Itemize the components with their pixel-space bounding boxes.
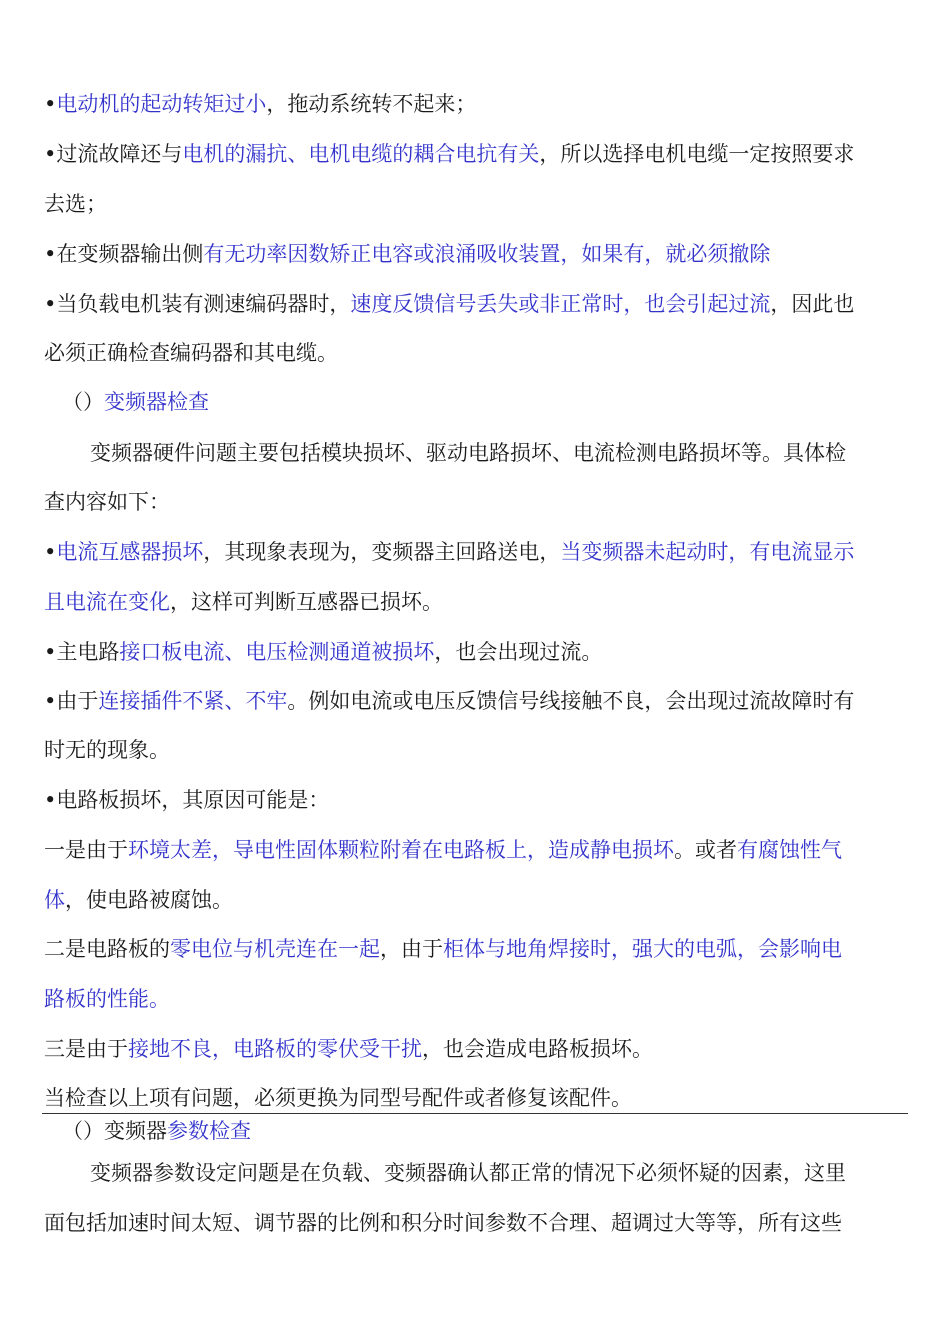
highlighted-text: 接口板电流、电压检测通道被损坏 [119,640,435,664]
text-line [44,986,170,1012]
body-text: •主电路 [44,640,120,664]
highlighted-text: 速度反馈信号丢失或非正常时，也会引起过流 [350,292,771,316]
body-text: ，使电路被腐蚀。 [65,888,233,912]
highlighted-text: 体 [44,888,65,912]
body-text: ，由于 [380,937,443,961]
text-line [44,1085,632,1111]
text-line [44,291,854,317]
text-line [62,389,209,415]
body-text: •电路板损坏，其原因可能是： [44,788,330,812]
body-text: 当检查以上项有问题，必须更换为同型号配件或者修复该配件。 [44,1086,632,1110]
highlighted-text: 柜体与地角焊接时，强大的电弧，会影响电 [443,937,842,961]
body-text: 查内容如下： [44,490,170,514]
text-line [44,1036,653,1062]
body-text: 一是由于 [44,838,128,862]
text-line [44,340,338,366]
body-text: （）变频器 [62,1119,167,1143]
body-text: 时无的现象。 [44,738,170,762]
body-text: ，这样可判断互感器已损坏。 [170,590,443,614]
body-text: •过流故障还与 [44,142,183,166]
highlighted-text: 零电位与机壳连在一起 [170,937,380,961]
highlighted-text: 有无功率因数矫正电容或浪涌吸收装置，如果有，就必须撤除 [203,242,771,266]
body-text: （） [62,390,104,414]
body-text: 必须正确检查编码器和其电缆。 [44,341,338,365]
body-text: 面包括加速时间太短、调节器的比例和积分时间参数不合理、超调过大等等，所有这些 [44,1211,842,1235]
body-text: •当负载电机装有测速编码器时， [44,292,351,316]
text-line [44,91,476,117]
text-line [90,440,846,466]
text-line [44,936,842,962]
body-text: ，因此也 [770,292,855,316]
text-line [62,1118,251,1144]
highlighted-text: 电机的漏抗、电机电缆的耦合电抗有关 [182,142,540,166]
body-text: ，也会造成电路板损坏。 [422,1037,653,1061]
body-text: 。例如电流或电压反馈信号线接触不良，会出现过流故障时有 [287,689,855,713]
body-text: ，其现象表现为，变频器主回路送电， [203,540,561,564]
text-line [44,737,170,763]
highlighted-text: 连接插件不紧、不牢 [98,689,288,713]
text-line [44,241,770,267]
body-text: •在变频器输出侧 [44,242,204,266]
text-line [44,1210,842,1236]
highlighted-text: 有腐蚀性气 [737,838,842,862]
highlighted-text: 且电流在变化 [44,590,170,614]
text-line [44,141,854,167]
highlighted-text: 电动机的起动转矩过小 [56,92,267,116]
body-text: • [44,540,57,564]
highlighted-text: 接地不良，电路板的零伏受干扰 [128,1037,422,1061]
text-line [44,639,602,665]
highlighted-text: 参数检查 [167,1119,251,1143]
body-text: ，拖动系统转不起来； [266,92,477,116]
text-line [44,837,842,863]
horizontal-rule [42,1113,908,1114]
highlighted-text: 当变频器未起动时，有电流显示 [560,540,855,564]
body-text: 二是电路板的 [44,937,170,961]
body-text: 去选； [44,192,107,216]
body-text: 三是由于 [44,1037,128,1061]
body-text: ，也会出现过流。 [434,640,603,664]
highlighted-text: 变频器检查 [104,390,209,414]
text-line [90,1160,846,1186]
text-line [44,787,329,813]
text-line [44,489,170,515]
text-line [44,589,443,615]
text-line [44,887,233,913]
body-text: 变频器硬件问题主要包括模块损坏、驱动电路损坏、电流检测电路损坏等。具体检 [90,441,846,465]
highlighted-text: 电流互感器损坏 [56,540,204,564]
body-text: •由于 [44,689,99,713]
body-text: 变频器参数设定问题是在负载、变频器确认都正常的情况下必须怀疑的因素，这里 [90,1161,846,1185]
body-text: • [44,92,57,116]
body-text: 。或者 [674,838,737,862]
highlighted-text: 路板的性能。 [44,987,170,1011]
body-text: ，所以选择电机电缆一定按照要求 [539,142,855,166]
text-line [44,191,107,217]
highlighted-text: 环境太差，导电性固体颗粒附着在电路板上，造成静电损坏 [128,838,674,862]
text-line [44,688,854,714]
text-line [44,539,854,565]
